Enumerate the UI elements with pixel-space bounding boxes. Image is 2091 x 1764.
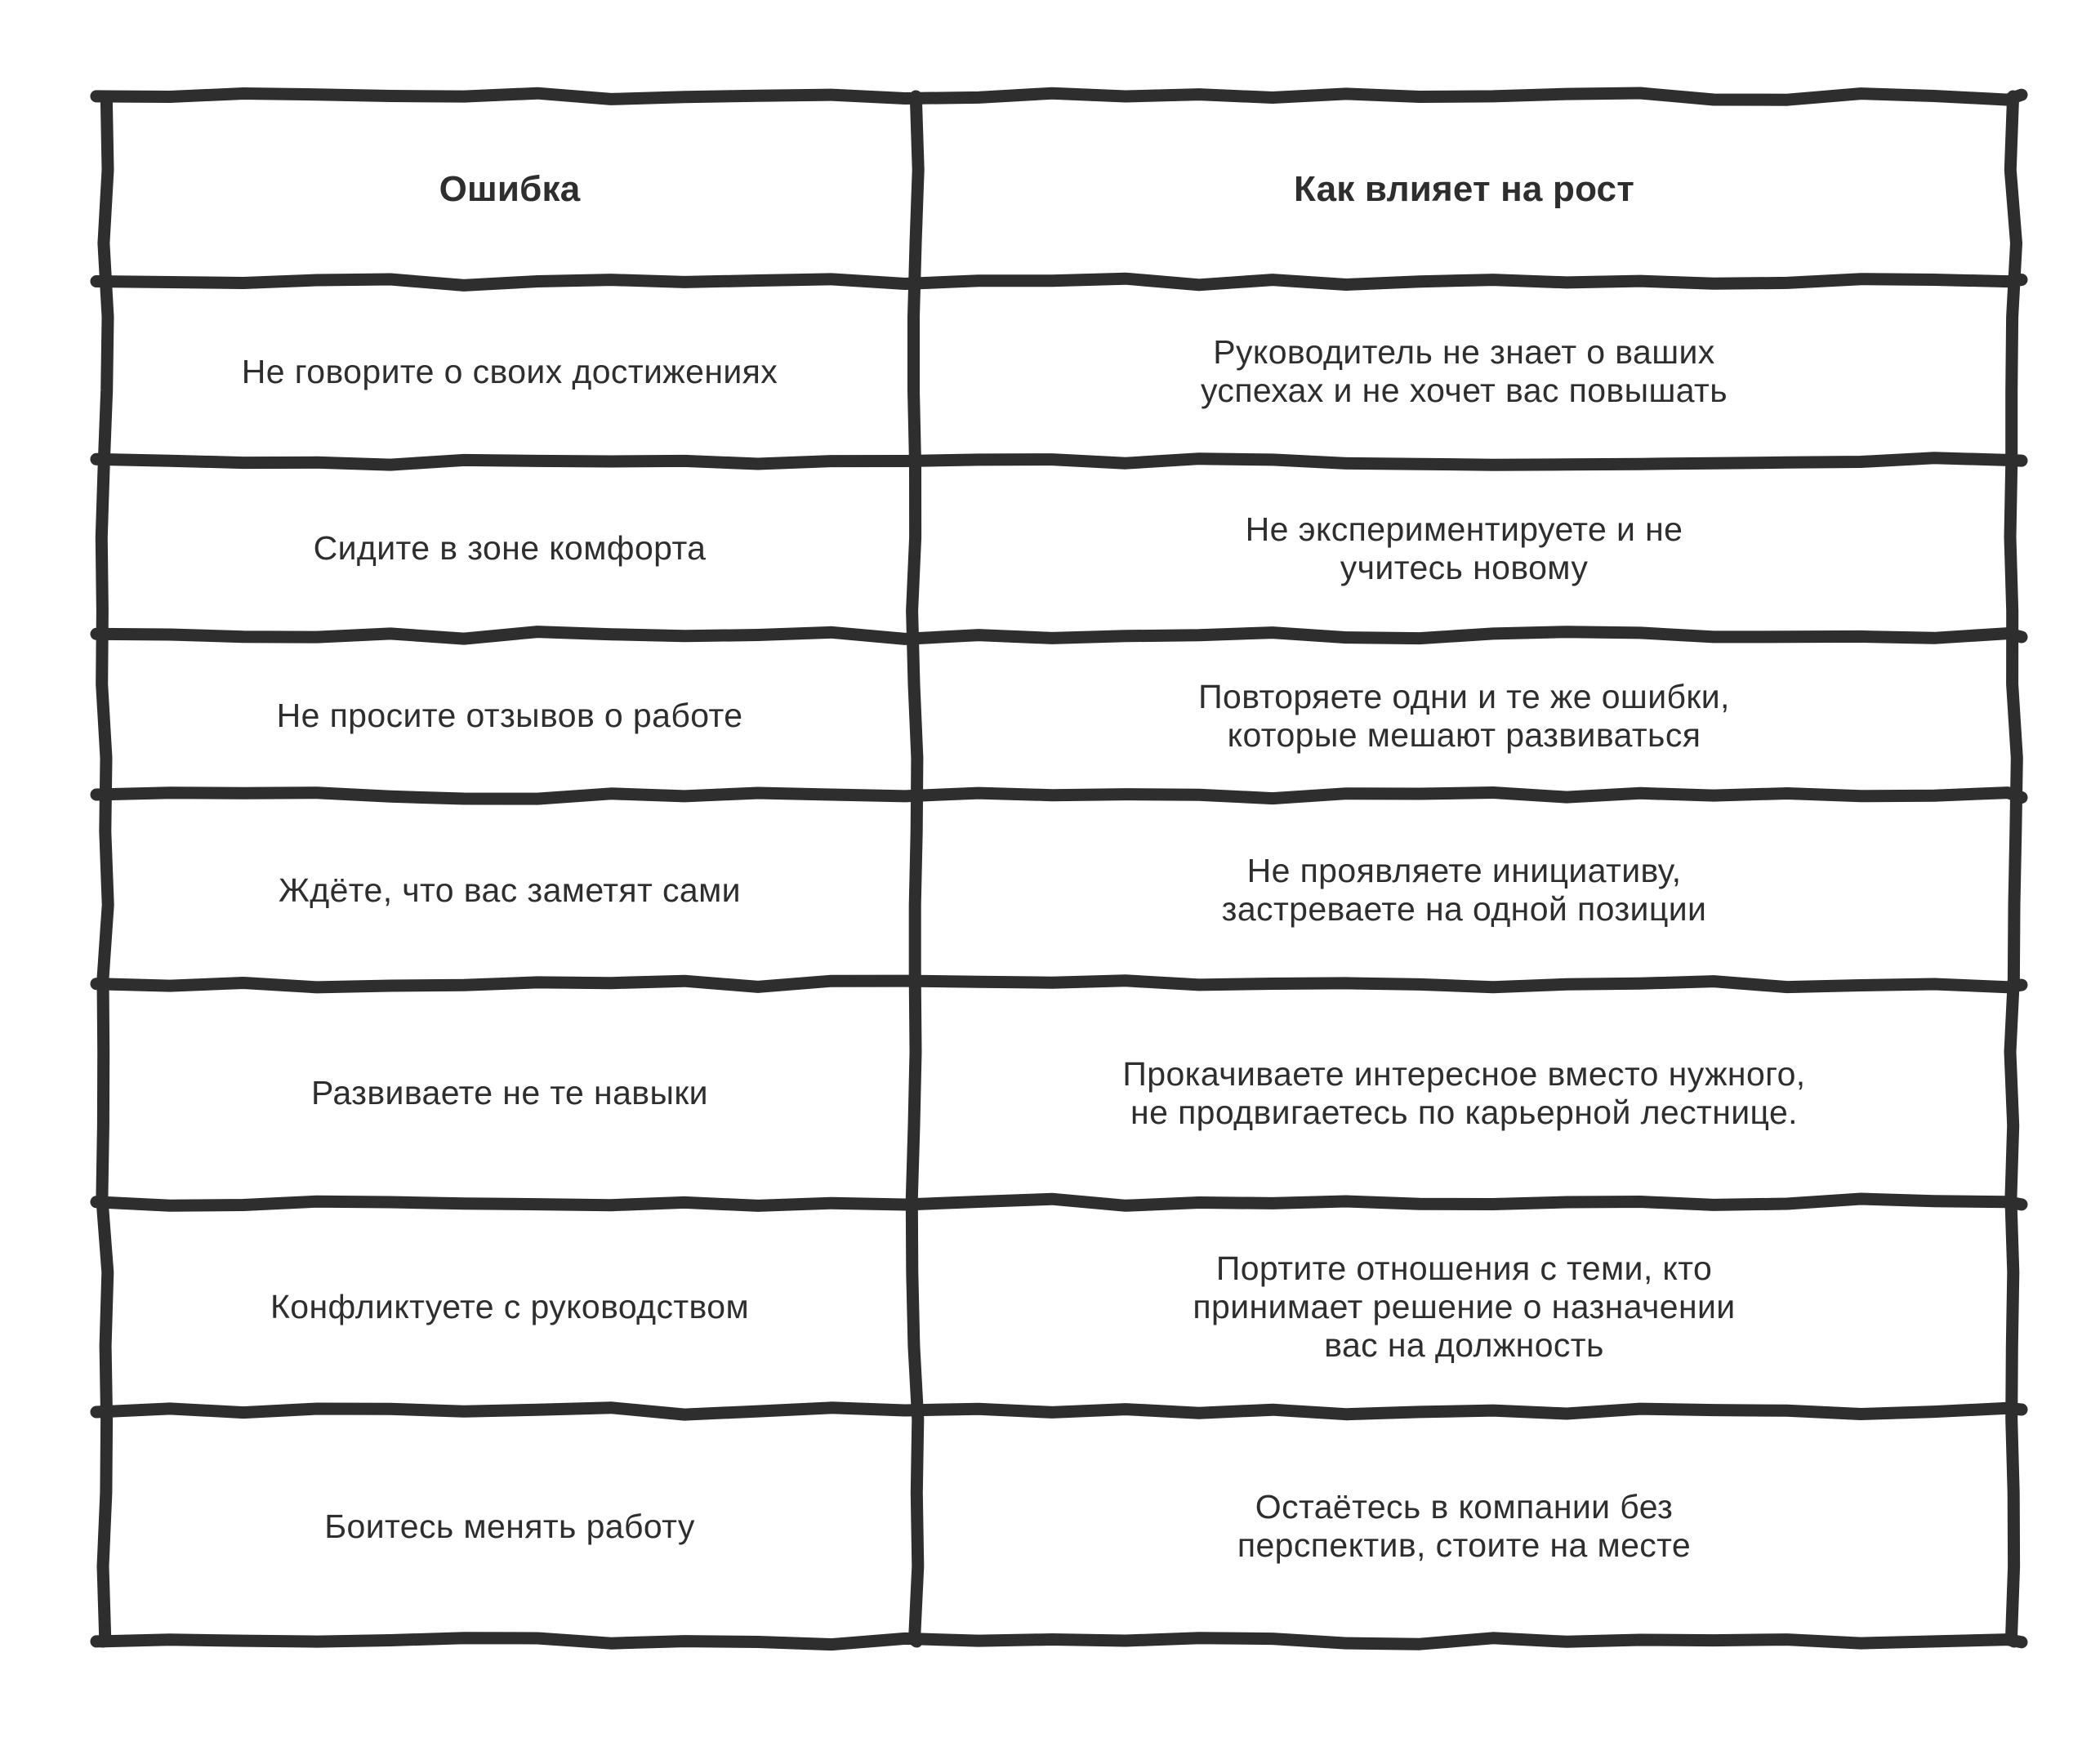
mistake-cell: Боитесь менять работу <box>324 1507 695 1545</box>
row-divider <box>96 981 2022 987</box>
table-top-border <box>96 93 2022 100</box>
impact-cell: Не экспериментируете и не учитесь новому <box>1245 510 1683 586</box>
impact-cell: Руководитель не знает о ваших успехах и не хочет вас повышать <box>1200 333 1728 409</box>
impact-cell: Прокачиваете интересное вместо нужного, не продвигаетесь по карьерной лестнице. <box>1122 1054 1806 1131</box>
table-right-border <box>2010 96 2017 1642</box>
mistake-cell: Сидите в зоне комфорта <box>313 529 707 567</box>
row-divider <box>96 1199 2022 1205</box>
row-divider <box>96 632 2022 639</box>
mistake-cell: Не просите отзывов о работе <box>276 697 743 734</box>
column-divider <box>912 96 918 1642</box>
impact-cell: Остаётесь в компании без перспектив, стоите на месте <box>1237 1488 1692 1564</box>
mistake-cell: Развиваете не те навыки <box>311 1074 708 1111</box>
header-mistake: Ошибка <box>439 169 581 209</box>
mistake-cell: Ждёте, что вас заметят сами <box>279 871 741 909</box>
row-divider <box>96 458 2022 466</box>
row-divider <box>96 278 2022 285</box>
table-left-border <box>101 96 108 1642</box>
table-bottom-border <box>96 1638 2022 1645</box>
impact-cell: Портите отношения с теми, кто принимает решение о назначении вас на должность <box>1193 1249 1736 1364</box>
impact-cell: Не проявляете инициативу, застреваете на одной позиции <box>1221 852 1707 928</box>
mistake-cell: Конфликтуете с руководством <box>270 1287 750 1325</box>
row-divider <box>96 1408 2022 1414</box>
header-impact: Как влияет на рост <box>1294 169 1634 209</box>
mistake-cell: Не говорите о своих достижениях <box>241 352 778 390</box>
row-divider <box>96 793 2022 800</box>
impact-cell: Повторяете одни и те же ошибки, которые мешают развиваться <box>1198 677 1730 754</box>
